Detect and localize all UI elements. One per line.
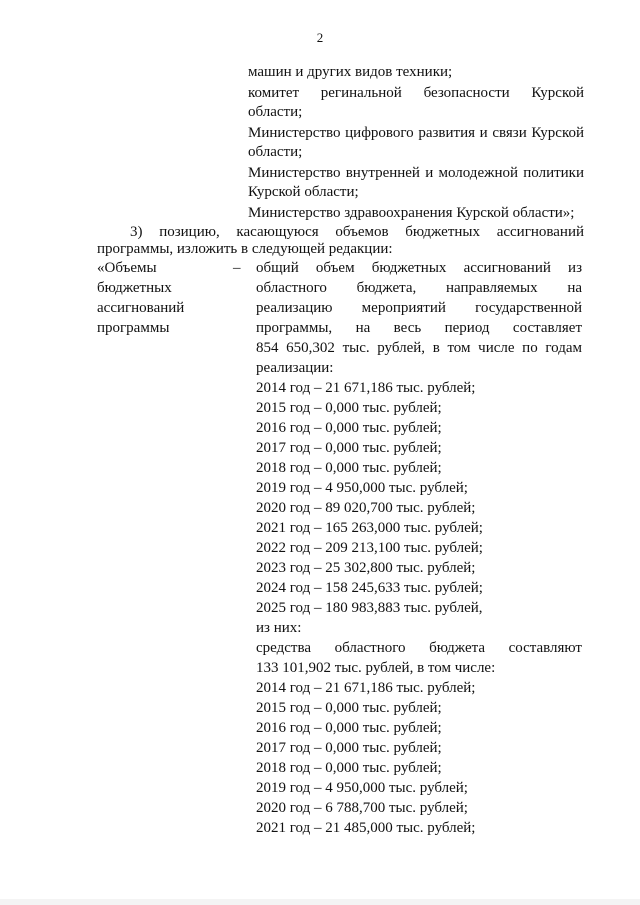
from-them-line: из них: [256,620,302,636]
label-line: бюджетных [97,280,172,296]
right-line: реализацию мероприятий государственной [256,300,582,316]
year-line: 2016 год – 0,000 тыс. рублей; [256,420,442,436]
right-line: общий объем бюджетных ассигнований из [256,260,582,276]
right-line: реализации: [256,360,334,376]
regional-budget-line: средства областного бюджета составляют [256,640,582,656]
page-number: 2 [316,30,324,45]
list-line: Курской области; [248,184,359,200]
list-line: Министерство внутренней и молодежной политики [248,165,584,181]
list-line: области; [248,104,303,120]
right-line: программы, на весь период составляет [256,320,582,336]
right-line: 854 650,302 тыс. рублей, в том числе по годам [256,340,582,356]
page-bottom-edge [0,899,640,905]
year-line: 2014 год – 21 671,186 тыс. рублей; [256,680,476,696]
label-line: программы [97,320,170,336]
regional-budget-line: 133 101,902 тыс. рублей, в том числе: [256,660,496,676]
dash: – [233,260,241,276]
year-line: 2017 год – 0,000 тыс. рублей; [256,440,442,456]
year-line: 2023 год – 25 302,800 тыс. рублей; [256,560,476,576]
year-line: 2022 год – 209 213,100 тыс. рублей; [256,540,483,556]
year-line: 2014 год – 21 671,186 тыс. рублей; [256,380,476,396]
year-line: 2017 год – 0,000 тыс. рублей; [256,740,442,756]
year-line: 2020 год – 89 020,700 тыс. рублей; [256,500,476,516]
list-line: Министерство цифрового развития и связи Курской [248,125,584,141]
year-line: 2015 год – 0,000 тыс. рублей; [256,400,442,416]
list-line: Министерство здравоохранения Курской области»; [248,205,575,221]
year-line: 2020 год – 6 788,700 тыс. рублей; [256,800,468,816]
item3-line-1: 3) позицию, касающуюся объемов бюджетных ассигнований [130,224,584,240]
label-line: ассигнований [97,300,185,316]
list-line: области; [248,144,303,160]
year-line: 2018 год – 0,000 тыс. рублей; [256,760,442,776]
year-line: 2021 год – 21 485,000 тыс. рублей; [256,820,476,836]
year-line: 2019 год – 4 950,000 тыс. рублей; [256,480,468,496]
label-line: «Объемы [97,260,157,276]
year-line: 2025 год – 180 983,883 тыс. рублей, [256,600,483,616]
year-line: 2024 год – 158 245,633 тыс. рублей; [256,580,483,596]
year-line: 2016 год – 0,000 тыс. рублей; [256,720,442,736]
list-line: комитет регинальной безопасности Курской [248,85,584,101]
year-line: 2018 год – 0,000 тыс. рублей; [256,460,442,476]
year-line: 2015 год – 0,000 тыс. рублей; [256,700,442,716]
item3-line-2: программы, изложить в следующей редакции: [97,241,393,257]
right-line: областного бюджета, направляемых на [256,280,582,296]
year-line: 2019 год – 4 950,000 тыс. рублей; [256,780,468,796]
list-line: машин и других видов техники; [248,64,453,80]
year-line: 2021 год – 165 263,000 тыс. рублей; [256,520,483,536]
